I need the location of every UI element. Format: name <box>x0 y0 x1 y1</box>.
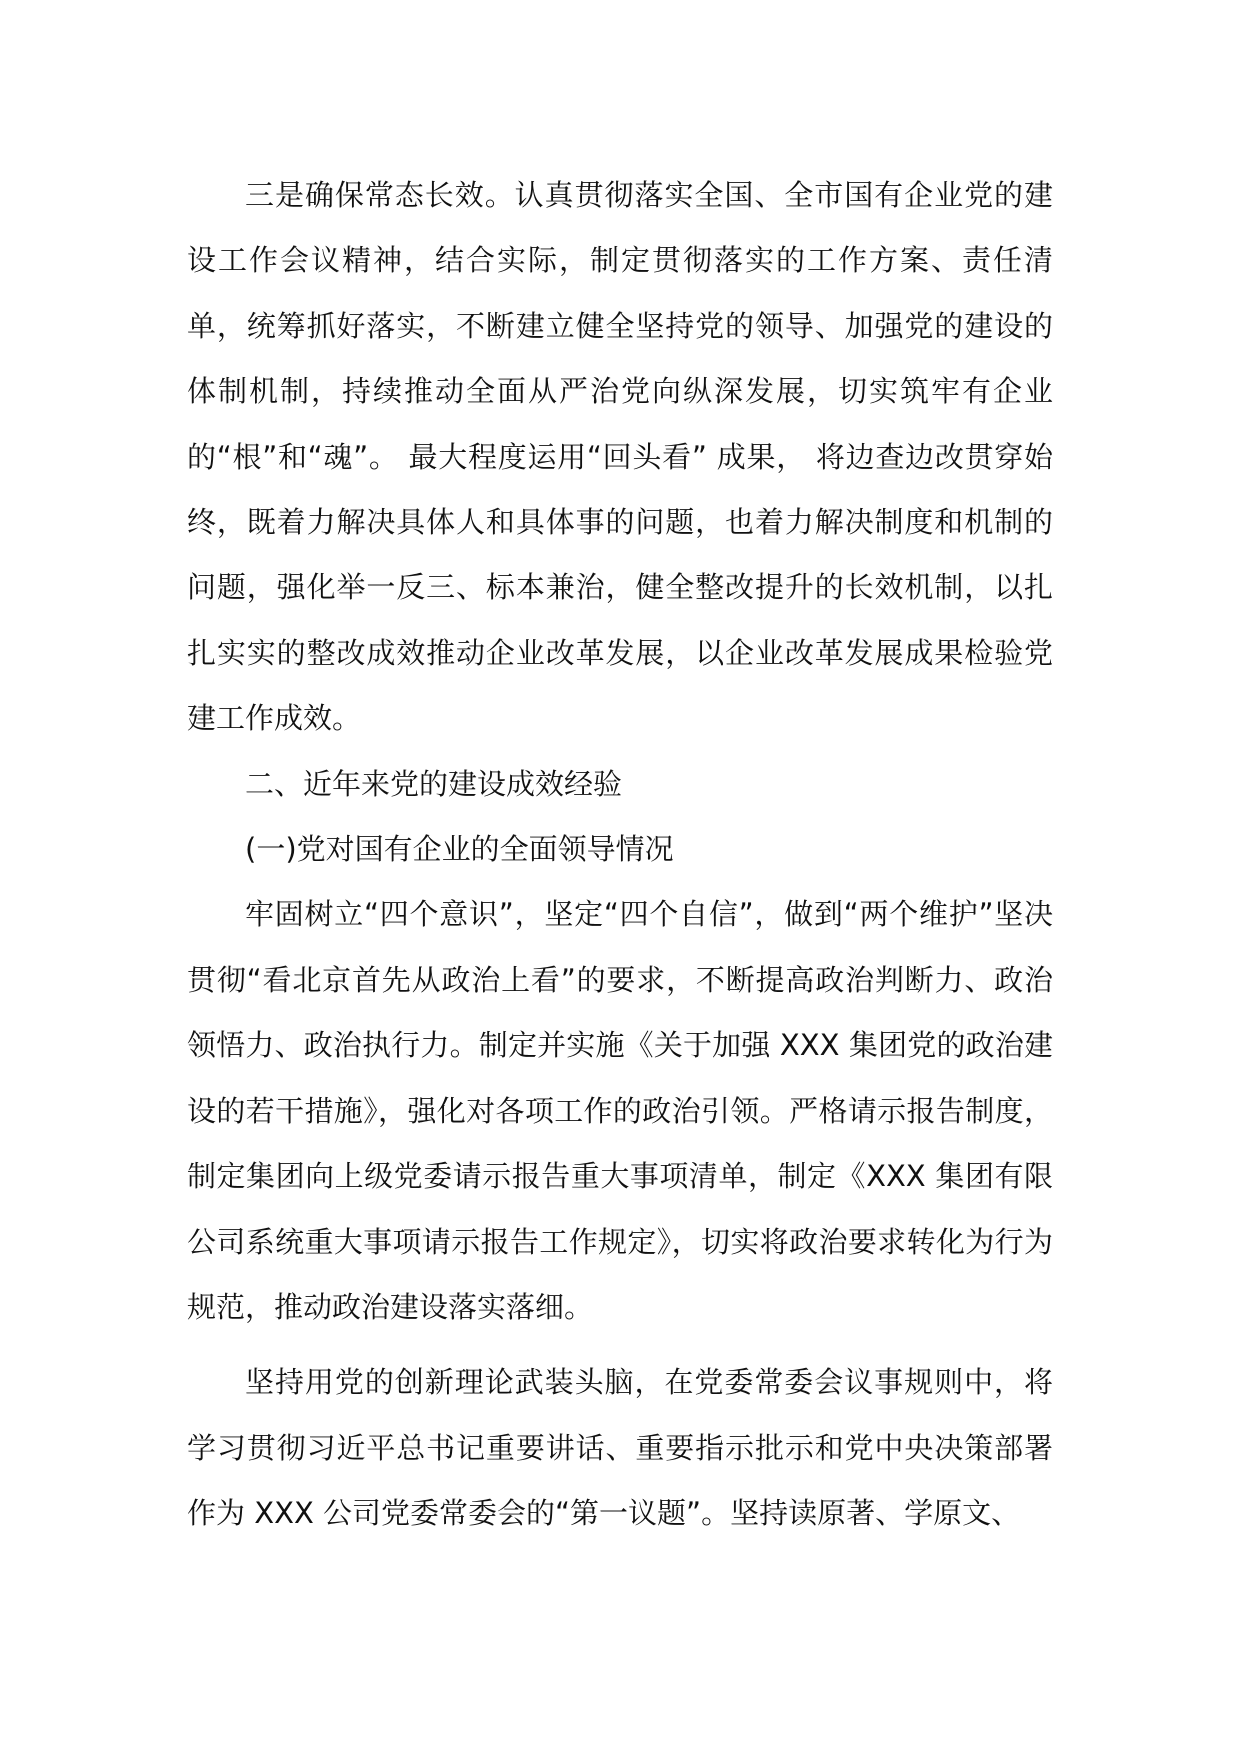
document-body <box>187 163 1053 1547</box>
paragraph-political-building: 牢固树立“四个意识”，坚定“四个自信”，做到“两个维护”坚决贯彻“看北京首先从政治上看”的要求，不断提高政治判断力、政治领悟力、政治执行力。制定并实施《关于加强 XXX 集团党的政治建设的若干措施》，强化对各项工作的政治引领。严格请示报告制度，制定集团向上级党委请示报告重大事项清单，制定《XXX 集团有限公司系统重大事项请示报告工作规定》，切实将政治要求转化为行为规范，推动政治建设落实落细。 <box>187 897 1053 1324</box>
paragraph-theory-study: 坚持用党的创新理论武装头脑，在党委常委会议事规则中，将学习贯彻习近平总书记重要讲话、重要指示批示和党中央决策部署作为 XXX 公司党委常委会的“第一议题”。坚持读原著、学原文、 <box>187 1365 1053 1531</box>
section-heading-achievements: 二、近年来党的建设成效经验 <box>245 766 623 801</box>
paragraph-ensure-normalization: 三是确保常态长效。认真贯彻落实全国、全市国有企业党的建设工作会议精神，结合实际，制定贯彻落实的工作方案、责任清单，统筹抓好落实，不断建立健全坚持党的领导、加强党的建设的体制机制，持续推动全面从严治党向纵深发展，切实筑牢有企业的“根”和“魂”。 最大程度运用“回头看” 成果， 将边查边改贯穿始终，既着力解决具体人和具体事的问题，也着力解决制度和机制的问题，强化举一反三、标本兼治，健全整改提升的长效机制，以扎扎实实的整改成效推动企业改革发展，以企业改革发展成果检验党建工作成效。 <box>187 178 1053 736</box>
subsection-heading-leadership: (一)党对国有企业的全面领导情况 <box>245 832 674 867</box>
